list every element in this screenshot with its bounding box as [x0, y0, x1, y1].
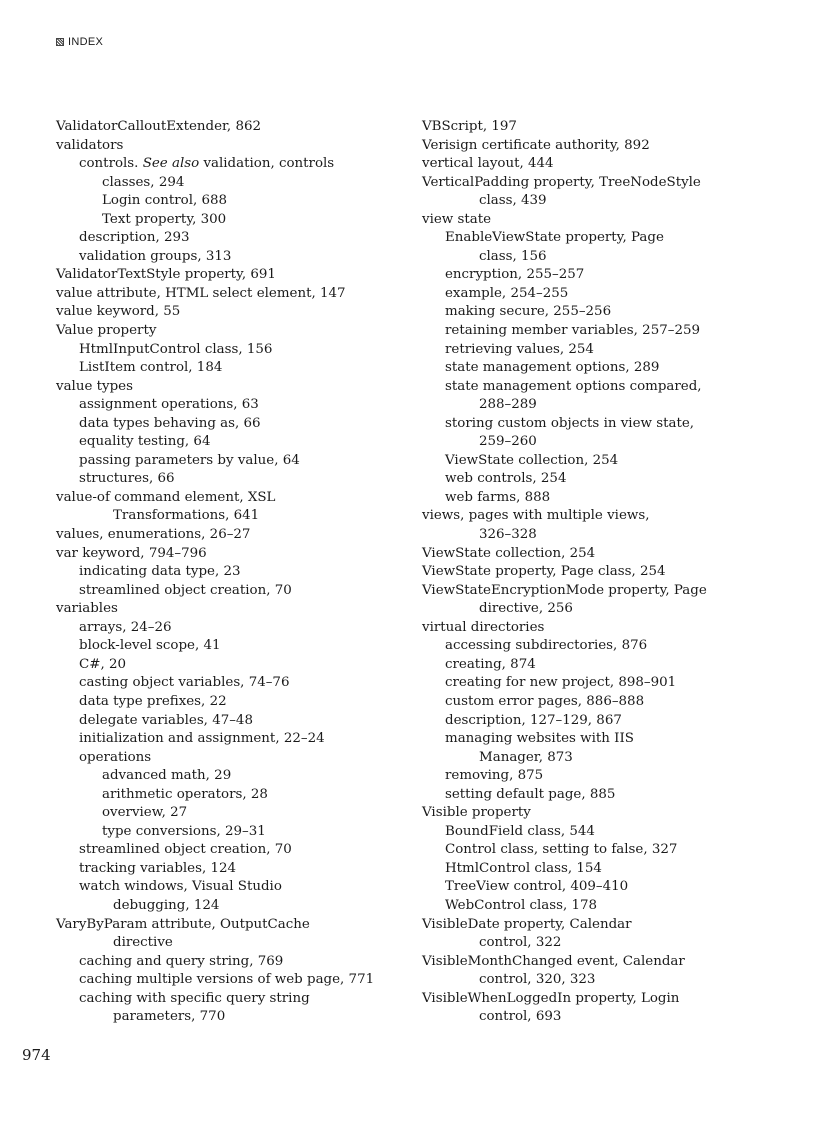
index-entry: setting default page, 885	[445, 786, 616, 802]
index-column-left	[56, 118, 406, 1027]
index-entry: vertical layout, 444	[422, 156, 554, 172]
entry-text: controls.	[79, 156, 143, 172]
index-column-right	[422, 118, 772, 1027]
index-entry: value types	[56, 378, 133, 394]
index-entry-continuation: Transformations, 641	[113, 508, 260, 524]
index-entry: Verisign certificate authority, 892	[422, 137, 650, 153]
index-entry: tracking variables, 124	[79, 860, 237, 876]
index-entry: passing parameters by value, 64	[79, 452, 300, 468]
index-entry: BoundField class, 544	[445, 823, 595, 839]
index-entry: ListItem control, 184	[79, 360, 223, 376]
index-entry: WebControl class, 178	[445, 897, 598, 913]
index-entry: example, 254–255	[445, 285, 569, 301]
index-entry: VerticalPadding property, TreeNodeStyle	[422, 174, 701, 190]
index-entry-continuation: 259–260	[479, 434, 537, 450]
index-entry-continuation: control, 322	[479, 935, 562, 951]
index-entry-continuation: control, 320, 323	[479, 972, 596, 988]
index-entry: view state	[422, 211, 492, 227]
index-entry: VisibleWhenLoggedIn property, Login	[422, 990, 680, 1006]
index-entry: assignment operations, 63	[79, 397, 259, 413]
index-entry: retrieving values, 254	[445, 341, 594, 357]
index-entry: streamlined object creation, 70	[79, 582, 292, 598]
index-entry: Control class, setting to false, 327	[445, 842, 678, 858]
index-entry: indicating data type, 23	[79, 564, 241, 580]
index-entry-continuation: directive, 256	[479, 601, 573, 617]
index-entry: var keyword, 794–796	[56, 545, 207, 561]
index-entry: data types behaving as, 66	[79, 415, 261, 431]
entry-text: validation, controls	[199, 156, 335, 172]
index-entry: equality testing, 64	[79, 434, 211, 450]
index-entry: caching with specific query string	[79, 990, 310, 1006]
index-entry: ViewStateEncryptionMode property, Page	[422, 582, 707, 598]
header-square-icon	[56, 38, 64, 46]
index-entry: state management options, 289	[445, 360, 660, 376]
index-entry: arithmetic operators, 28	[102, 786, 268, 802]
index-entry: Login control, 688	[102, 193, 228, 209]
index-entry: casting object variables, 74–76	[79, 675, 290, 691]
index-entry: web farms, 888	[445, 489, 551, 505]
index-entry: caching and query string, 769	[79, 953, 284, 969]
index-entry: VaryByParam attribute, OutputCache	[56, 916, 310, 932]
index-entry: description, 293	[79, 230, 190, 246]
index-entry: web controls, 254	[445, 471, 567, 487]
index-entry: custom error pages, 886–888	[445, 693, 645, 709]
header-label: INDEX	[68, 36, 104, 48]
index-entry: state management options compared,	[445, 378, 702, 394]
index-entry-continuation: control, 693	[479, 1009, 562, 1025]
running-header	[56, 36, 103, 48]
index-entry: storing custom objects in view state,	[445, 415, 695, 431]
index-entry: ValidatorCalloutExtender, 862	[56, 119, 262, 134]
index-entry: description, 127–129, 867	[445, 712, 622, 728]
index-entry: Text property, 300	[102, 211, 227, 227]
index-entry: HtmlControl class, 154	[445, 860, 602, 876]
index-entry: ViewState collection, 254	[422, 545, 596, 561]
index-entry: accessing subdirectories, 876	[445, 638, 648, 654]
index-entry: structures, 66	[79, 471, 175, 487]
index-entry: VBScript, 197	[422, 119, 517, 134]
see-also-text: See also	[142, 156, 200, 172]
index-entry	[56, 155, 406, 174]
index-entry: HtmlInputControl class, 156	[79, 341, 273, 357]
index-entry: VisibleMonthChanged event, Calendar	[422, 953, 685, 969]
index-entry: EnableViewState property, Page	[445, 230, 664, 246]
index-entry: values, enumerations, 26–27	[56, 527, 251, 543]
index-entry: Value property	[56, 323, 157, 339]
index-entry: ViewState property, Page class, 254	[422, 564, 666, 580]
index-entry-continuation: debugging, 124	[113, 897, 220, 913]
index-entry-continuation: 288–289	[479, 397, 537, 413]
index-entry: advanced math, 29	[102, 768, 232, 784]
index-entry: virtual directories	[422, 619, 545, 635]
index-entry: value keyword, 55	[56, 304, 181, 320]
index-entry: watch windows, Visual Studio	[79, 879, 282, 895]
index-entry-continuation: 326–328	[479, 527, 537, 543]
index-entry: block-level scope, 41	[79, 638, 221, 654]
index-entry: validators	[56, 137, 124, 153]
index-entry: data type prefixes, 22	[79, 693, 227, 709]
index-entry: encryption, 255–257	[445, 267, 585, 283]
index-entry: making secure, 255–256	[445, 304, 612, 320]
index-entry: overview, 27	[102, 805, 188, 821]
index-entry: TreeView control, 409–410	[445, 879, 629, 895]
index-entry: creating for new project, 898–901	[445, 675, 677, 691]
index-entry: removing, 875	[445, 768, 544, 784]
page-number: 974	[22, 1046, 51, 1064]
index-entry: managing websites with IIS	[445, 731, 634, 747]
index-entry: arrays, 24–26	[79, 619, 172, 635]
index-entry: operations	[79, 749, 152, 765]
index-entry-continuation: class, 439	[479, 193, 547, 209]
index-entry: delegate variables, 47–48	[79, 712, 253, 728]
index-entry-continuation: directive	[113, 935, 173, 951]
index-entry: VisibleDate property, Calendar	[422, 916, 632, 932]
index-entry: Visible property	[422, 805, 531, 821]
index-entry: classes, 294	[102, 174, 185, 190]
index-entry: streamlined object creation, 70	[79, 842, 292, 858]
index-entry: views, pages with multiple views,	[422, 508, 650, 524]
index-entry: ViewState collection, 254	[445, 452, 619, 468]
index-entry: retaining member variables, 257–259	[445, 323, 700, 339]
index-entry: value attribute, HTML select element, 147	[56, 285, 346, 301]
index-entry-continuation: parameters, 770	[113, 1009, 226, 1025]
index-entry: variables	[56, 601, 118, 617]
index-entry: value-of command element, XSL	[56, 489, 276, 505]
index-entry-continuation: Manager, 873	[479, 749, 573, 765]
index-entry: caching multiple versions of web page, 771	[79, 972, 375, 988]
index-entry-continuation: class, 156	[479, 248, 547, 264]
index-entry: validation groups, 313	[79, 248, 232, 264]
index-entry: ValidatorTextStyle property, 691	[56, 267, 276, 283]
index-entry: type conversions, 29–31	[102, 823, 266, 839]
index-entry: creating, 874	[445, 656, 536, 672]
index-entry: C#, 20	[79, 656, 127, 672]
index-entry: initialization and assignment, 22–24	[79, 731, 325, 747]
